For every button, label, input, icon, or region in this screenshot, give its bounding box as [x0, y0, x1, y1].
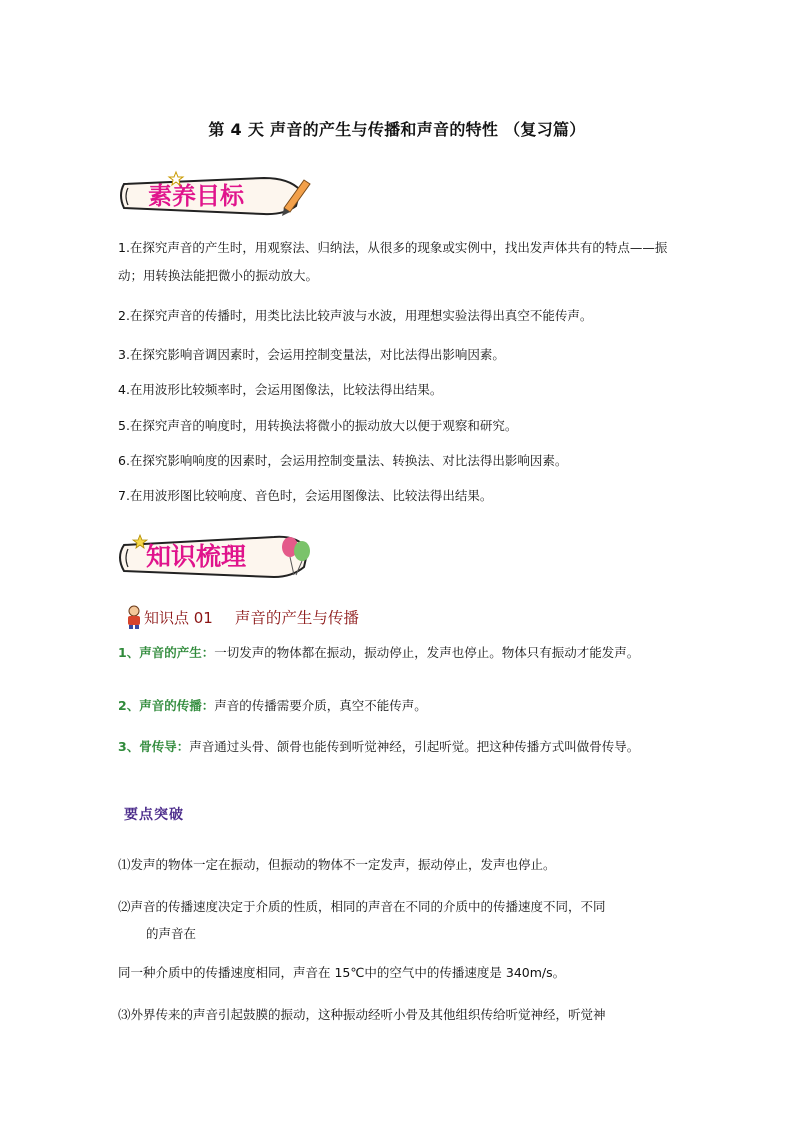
definition-item	[118, 734, 688, 759]
goal-item: 6.在探究影响响度的因素时，会运用控制变量法、转换法、对比法得出影响因素。	[118, 453, 568, 468]
note-item: ⑴发声的物体一定在振动，但振动的物体不一定发声，振动停止，发声也停止。	[118, 857, 556, 872]
goal-item: 2.在探究声音的传播时，用类比法比较声波与水波，用理想实验法得出真空不能传声。	[118, 308, 593, 323]
note-item-continued: 的声音在	[146, 926, 197, 941]
definition-text: 一切发声的物体都在振动，振动停止，发声也停止。物体只有振动才能发声。	[214, 645, 640, 660]
knowledge-banner	[114, 527, 324, 583]
definition-text: 声音通过头骨、颌骨也能传到听觉神经，引起听觉。把这种传播方式叫做骨传导。	[189, 739, 640, 754]
knowledge-point-heading	[124, 603, 359, 631]
note-item: ⑵声音的传播速度决定于介质的性质，相同的声音在不同的介质中的传播速度不同，不同	[118, 899, 606, 914]
knowledge-point-title: 声音的产生与传播	[234, 609, 359, 627]
definition-term: 1、声音的产生：	[118, 645, 215, 660]
goal-item: 5.在探究声音的响度时，用转换法将微小的振动放大以便于观察和研究。	[118, 418, 518, 433]
note-item-continued: 同一种介质中的传播速度相同，声音在 15℃中的空气中的传播速度是 340m/s。	[118, 965, 566, 980]
definition-term: 2、声音的传播：	[118, 698, 215, 713]
goal-item: 1.在探究声音的产生时，用观察法、归纳法，从很多的现象或实例中，找出发声体共有的特点——振动；用转换法能把微小的振动放大。	[118, 240, 668, 283]
note-item: ⑶外界传来的声音引起鼓膜的振动，这种振动经听小骨及其他组织传给听觉神经，听觉神	[118, 1007, 606, 1022]
goals-banner	[114, 170, 314, 220]
definition-term: 3、骨传导：	[118, 739, 190, 754]
definition-item	[118, 693, 688, 718]
goal-item: 7.在用波形图比较响度、音色时，会运用图像法、比较法得出结果。	[118, 488, 493, 503]
person-icon	[124, 605, 144, 629]
knowledge-banner-title: 知识梳理	[146, 542, 247, 571]
goal-item: 3.在探究影响音调因素时，会运用控制变量法，对比法得出影响因素。	[118, 347, 505, 362]
goal-item: 4.在用波形比较频率时，会运用图像法，比较法得出结果。	[118, 382, 443, 397]
page-title: 第 4 天 声音的产生与传播和声音的特性 （复习篇）	[208, 120, 586, 139]
definition-text: 声音的传播需要介质，真空不能传声。	[214, 698, 427, 713]
knowledge-point-number: 知识点 01	[144, 608, 213, 627]
keypoint-label: 要点突破	[124, 807, 184, 823]
definition-item	[118, 640, 688, 665]
goals-banner-title: 素养目标	[148, 181, 244, 210]
